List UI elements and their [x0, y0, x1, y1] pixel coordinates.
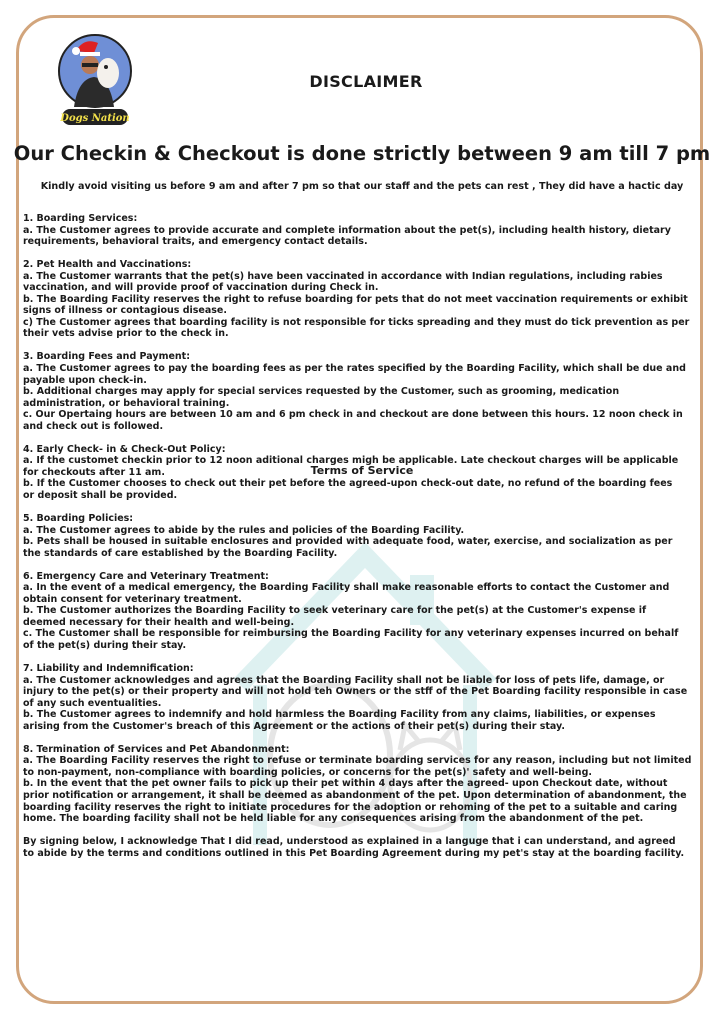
terms-line: b. The Customer authorizes the Boarding Facility to seek veterinary care for the pet(s) at the Customer's expense if — [23, 605, 647, 617]
terms-section — [23, 444, 693, 502]
terms-line: a. The Customer acknowledges and agrees that the Boarding Facility shall not be liable for loss of pets life, damage, or — [23, 674, 665, 686]
terms-line: boarding facility reserves the right to initiate procedures for the adoption or rehoming of the pet to a suitable and caring — [23, 801, 678, 813]
terms-line: c. The Customer shall be responsible for reimbursing the Boarding Facility for any veterinary expenses incurred on behalf — [23, 628, 679, 640]
terms-line: 4. Early Check- in & Check-Out Policy: — [23, 443, 226, 455]
terms-line: 2. Pet Health and Vaccinations: — [23, 259, 192, 271]
terms-line: to abide by the terms and conditions outlined in this Pet Boarding Agreement during my pet's stay at the boarding facility. — [23, 847, 685, 859]
terms-section — [23, 571, 693, 652]
terms-line: the standards of care established by the Boarding Facility. — [23, 547, 338, 559]
terms-line: prior notification or arrangement, it shall be deemed as abandonment of the pet. Upon determination of abandonment, the — [23, 790, 687, 802]
terms-line: and check out is followed. — [23, 420, 164, 432]
terms-line: for checkouts after 11 am. — [23, 466, 165, 478]
terms-line: their vets advise prior to the check in. — [23, 328, 229, 340]
terms-line: c) The Customer agrees that boarding facility is not responsible for ticks spreading and they must do tick prevention as per — [23, 316, 690, 328]
terms-line: a. The Boarding Facility reserves the right to refuse or terminate boarding services for any reason, including but not limited — [23, 755, 692, 767]
terms-line: arising from the Customer's breach of this Agreement or the actions of their pet(s) during their stay. — [23, 720, 565, 732]
terms-line: a. The Customer agrees to abide by the rules and policies of the Boarding Facility. — [23, 524, 465, 536]
terms-line: a. The Customer agrees to provide accurate and complete information about the pet(s), including health history, dietary — [23, 224, 671, 236]
terms-line: 1. Boarding Services: — [23, 213, 138, 224]
terms-line: signs of illness or contagious disease. — [23, 305, 227, 317]
terms-line: 3. Boarding Fees and Payment: — [23, 351, 191, 363]
terms-line: of the pet(s) during their stay. — [23, 640, 187, 651]
terms-section — [23, 836, 693, 859]
checkin-headline: Our Checkin & Checkout is done strictly between 9 am till 7 pm — [13, 142, 711, 165]
terms-body — [23, 213, 693, 871]
terms-line: b. Pets shall be housed in suitable enclosures and provided with adequate food, water, exercise, and socialization as per — [23, 536, 673, 548]
terms-line: b. The Customer agrees to indemnify and hold harmless the Boarding Facility from any claims, liabilities, or expenses — [23, 709, 656, 721]
terms-section — [23, 259, 693, 340]
terms-line: a. The Customer agrees to pay the boarding fees as per the rates specified by the Boarding Facility, which shall be due and — [23, 363, 686, 375]
terms-line: administration, or behavioral training. — [23, 397, 230, 409]
terms-line: b. In the event that the pet owner fails to pick up their pet within 4 days after the agreed- upon Checkout date, without — [23, 778, 668, 790]
disclaimer-title: DISCLAIMER — [309, 72, 423, 91]
terms-line: or deposit shall be provided. — [23, 489, 178, 501]
terms-section — [23, 663, 693, 732]
terms-line: 5. Boarding Policies: — [23, 513, 134, 525]
terms-line: c. Our Opertaing hours are between 10 am and 6 pm check in and checkout are done between this hours. 12 noon check in — [23, 409, 683, 421]
terms-line: a. If the customet checkin prior to 12 noon aditional charges migh be applicable. Late checkout charges will be applicable — [23, 455, 679, 467]
terms-section — [23, 513, 693, 559]
terms-line: 8. Termination of Services and Pet Abandonment: — [23, 743, 290, 755]
terms-line: injury to the pet(s) or their property and will not hold teh Owners or the stff of the Pet Boarding facility responsible in case — [23, 686, 688, 698]
terms-line: payable upon check-in. — [23, 374, 147, 386]
terms-of-service-heading: Terms of Service — [310, 464, 414, 477]
visiting-hours-note: Kindly avoid visiting us before 9 am and after 7 pm so that our staff and the pets can rest , They did have a hactic day — [40, 181, 684, 192]
terms-section — [23, 213, 693, 248]
terms-line: b. The Boarding Facility reserves the right to refuse boarding for pets that do not meet vaccination requirements or exhibit — [23, 293, 688, 305]
terms-line: of any such eventualities. — [23, 697, 162, 709]
terms-line: vaccination, and will provide proof of vaccination during Check in. — [23, 282, 379, 294]
terms-line: to non-payment, non-compliance with boarding policies, or concerns for the pet(s)' safety and well-being. — [23, 766, 592, 778]
terms-line: a. The Customer warrants that the pet(s) have been vaccinated in accordance with Indian regulations, including rabies — [23, 270, 663, 282]
terms-section — [23, 744, 693, 825]
logo-text: Dogs Nation — [60, 113, 130, 124]
terms-line: By signing below, I acknowledge That I did read, understood as explained in a languge that i can understand, and agreed — [23, 836, 676, 848]
terms-line: b. Additional charges may apply for special services requested by the Customer, such as grooming, medication — [23, 386, 620, 398]
terms-line: home. The boarding facility shall not be held liable for any consequences arising from the abandonment of the pet. — [23, 813, 644, 825]
terms-line: a. In the event of a medical emergency, the Boarding Facility shall make reasonable efforts to contact the Customer and — [23, 582, 670, 594]
terms-line: requirements, behavioral traits, and emergency contact details. — [23, 236, 368, 248]
terms-line: 6. Emergency Care and Veterinary Treatment: — [23, 570, 269, 582]
terms-line: deemed necessary for their health and well-being. — [23, 616, 295, 628]
terms-line: b. If the Customer chooses to check out their pet before the agreed-upon check-out date, no refund of the boarding fees — [23, 478, 673, 490]
terms-section — [23, 351, 693, 432]
terms-line: 7. Liability and Indemnification: — [23, 663, 194, 675]
terms-line: obtain consent for veterinary treatment. — [23, 593, 242, 605]
